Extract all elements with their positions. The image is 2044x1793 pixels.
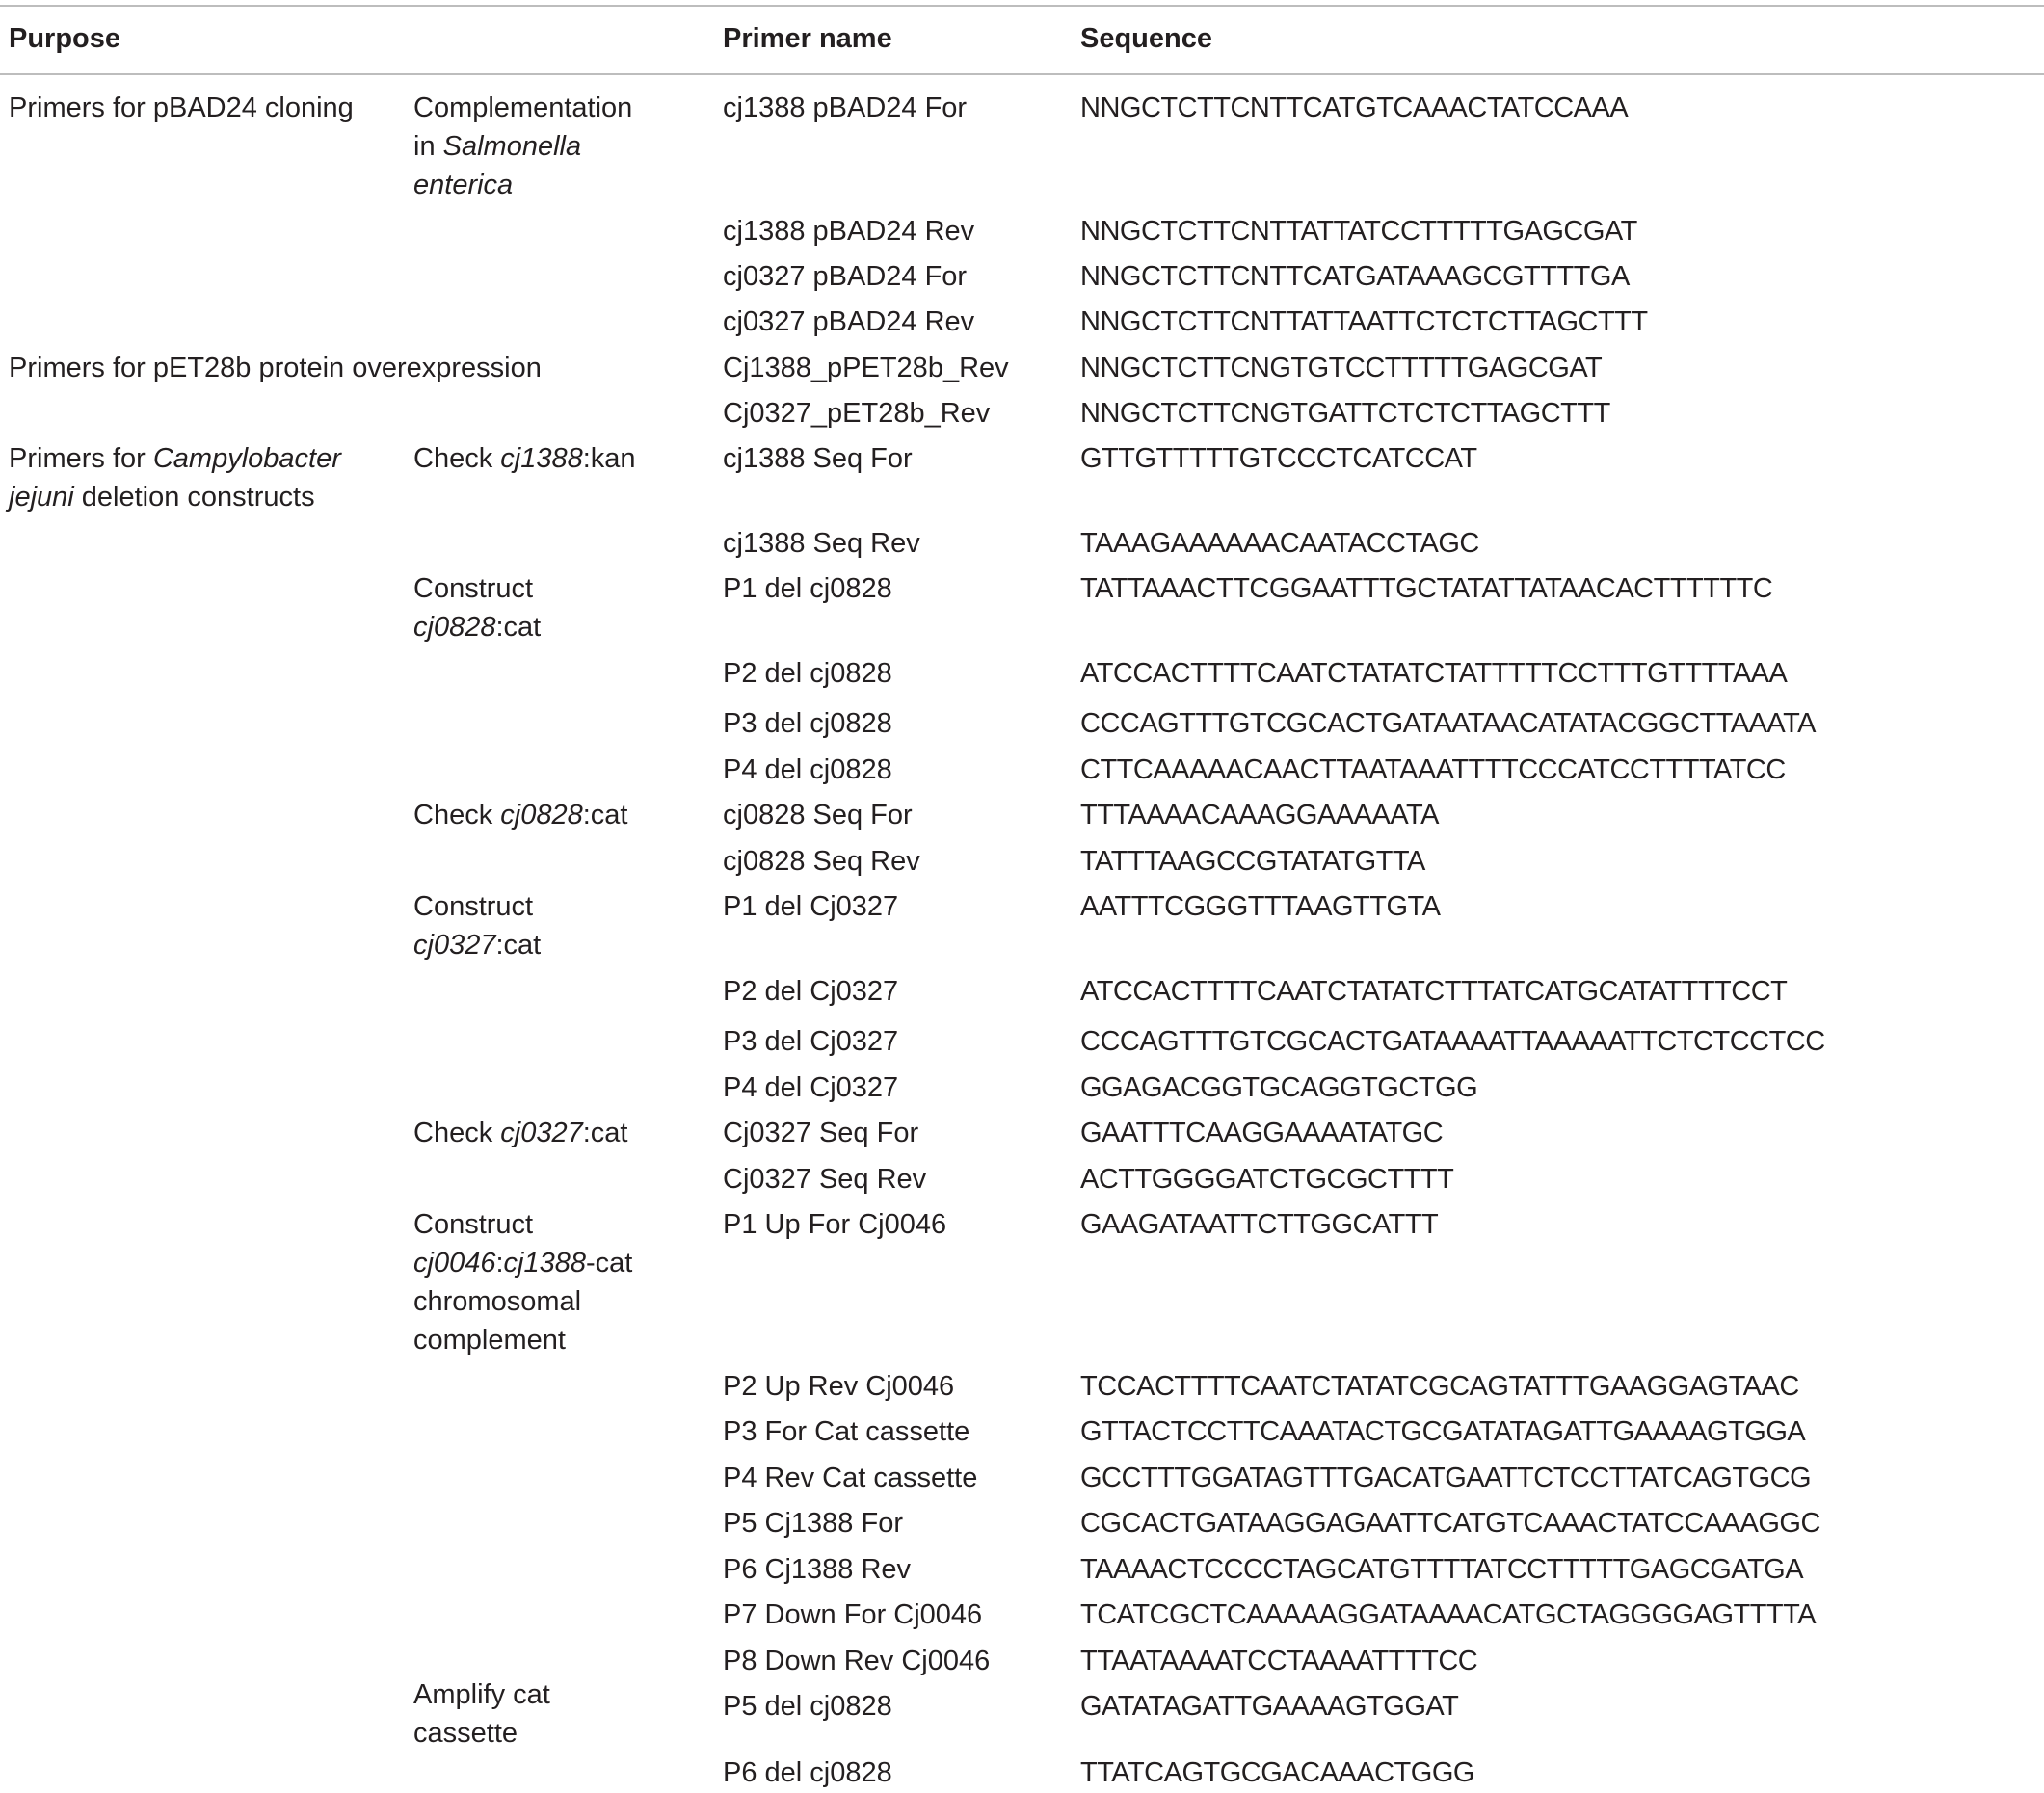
primer-name: P6 del cj0828 — [723, 1757, 892, 1788]
primer-name: P8 Down Rev Cj0046 — [723, 1646, 991, 1676]
header-primer-name: Primer name — [723, 23, 892, 54]
primer-name: P1 del Cj0327 — [723, 891, 899, 922]
primer-name: P3 For Cat cassette — [723, 1416, 970, 1447]
subpurpose-complementation-line1: Complementation — [413, 92, 633, 123]
primer-name: P3 del Cj0327 — [723, 1026, 899, 1057]
subpurpose-amplify-cat-line1: Amplify cat — [413, 1679, 550, 1710]
purpose-pbad24: Primers for pBAD24 cloning — [9, 92, 354, 123]
primer-sequence: TTTAAAACAAAGGAAAAATA — [1080, 800, 1439, 831]
primer-sequence: TAAAGAAAAAACAATACCTAGC — [1080, 528, 1479, 559]
primer-name: cj0828 Seq Rev — [723, 846, 920, 877]
subpurpose-check-cj1388: Check cj1388:kan — [413, 443, 636, 474]
table-top-rule — [0, 5, 2044, 7]
primer-name: Cj0327 Seq Rev — [723, 1164, 927, 1195]
primer-name: P2 Up Rev Cj0046 — [723, 1371, 955, 1402]
primer-sequence: TTAATAAAATCCTAAAATTTTCC — [1080, 1646, 1478, 1676]
subpurpose-construct-cj0327-line1: Construct — [413, 891, 534, 922]
subpurpose-construct-cj0327-line2: cj0327:cat — [413, 930, 542, 961]
primer-name: P2 del cj0828 — [723, 658, 892, 689]
primer-name: cj1388 Seq Rev — [723, 528, 920, 559]
primer-sequence: CCCAGTTTGTCGCACTGATAATAACATATACGGCTTAAATA — [1080, 708, 1817, 739]
header-purpose: Purpose — [9, 23, 121, 54]
purpose-pet28b: Primers for pET28b protein overexpression — [9, 353, 542, 383]
primer-sequence: GGAGACGGTGCAGGTGCTGG — [1080, 1072, 1478, 1103]
primer-name: cj1388 Seq For — [723, 443, 913, 474]
primer-name: P6 Cj1388 Rev — [723, 1554, 912, 1585]
primer-name: cj0828 Seq For — [723, 800, 913, 831]
primer-sequence: TATTTAAGCCGTATATGTTA — [1080, 846, 1425, 877]
subpurpose-construct-cj0046-line2: cj0046:cj1388-cat — [413, 1248, 633, 1279]
primer-name: cj1388 pBAD24 For — [723, 92, 968, 123]
header-rule — [0, 73, 2044, 75]
primer-sequence: TCATCGCTCAAAAAGGATAAAACATGCTAGGGGAGTTTTA — [1080, 1599, 1817, 1630]
primer-name: P5 del cj0828 — [723, 1691, 892, 1722]
primer-sequence: AATTTCGGGTTTAAGTTGTA — [1080, 891, 1441, 922]
primer-sequence: NNGCTCTTCNGTGATTCTCTCTTAGCTTT — [1080, 398, 1610, 429]
primer-name: Cj0327_pET28b_Rev — [723, 398, 991, 429]
primer-sequence: NNGCTCTTCNTTCATGTCAAACTATCCAAA — [1080, 92, 1629, 123]
primer-name: cj1388 pBAD24 Rev — [723, 216, 975, 247]
primer-name: P4 del Cj0327 — [723, 1072, 899, 1103]
primer-name: P1 Up For Cj0046 — [723, 1209, 947, 1240]
header-sequence: Sequence — [1080, 23, 1212, 54]
primer-sequence: TTATCAGTGCGACAAACTGGG — [1080, 1757, 1474, 1788]
primer-name: P3 del cj0828 — [723, 708, 892, 739]
primer-name: P5 Cj1388 For — [723, 1508, 903, 1539]
primer-name: Cj1388_pPET28b_Rev — [723, 353, 1009, 383]
primer-sequence: NNGCTCTTCNGTGTCCTTTTTGAGCGAT — [1080, 353, 1603, 383]
primer-name: P7 Down For Cj0046 — [723, 1599, 983, 1630]
primer-sequence: NNGCTCTTCNTTATTAATTCTCTCTTAGCTTT — [1080, 306, 1648, 337]
purpose-campylobacter-line1: Primers for Campylobacter — [9, 443, 341, 474]
primer-name: cj0327 pBAD24 For — [723, 261, 968, 292]
primer-name: P4 Rev Cat cassette — [723, 1463, 978, 1493]
primer-sequence: TATTAAACTTCGGAATTTGCTATATTATAACACTTTTTTC — [1080, 573, 1773, 604]
primer-sequence: CCCAGTTTGTCGCACTGATAAAATTAAAAATTCTCTCCTCC — [1080, 1026, 1825, 1057]
primer-sequence: CTTCAAAAACAACTTAATAAATTTTCCCATCCTTTTATCC — [1080, 754, 1786, 785]
primer-sequence: NNGCTCTTCNTTATTATCCTTTTTGAGCGAT — [1080, 216, 1637, 247]
subpurpose-amplify-cat-line2: cassette — [413, 1718, 518, 1749]
subpurpose-construct-cj0828-line1: Construct — [413, 573, 534, 604]
primer-sequence: ATCCACTTTTCAATCTATATCTATTTTTCCTTTGTTTTAAA — [1080, 658, 1788, 689]
primer-sequence: GAATTTCAAGGAAAATATGC — [1080, 1118, 1444, 1148]
primer-sequence: GTTACTCCTTCAAATACTGCGATATAGATTGAAAAGTGGA — [1080, 1416, 1806, 1447]
subpurpose-construct-cj0828-line2: cj0828:cat — [413, 612, 542, 643]
primer-sequence: ACTTGGGGATCTGCGCTTTT — [1080, 1164, 1454, 1195]
primer-name: P1 del cj0828 — [723, 573, 892, 604]
primer-sequence: TCCACTTTTCAATCTATATCGCAGTATTTGAAGGAGTAAC — [1080, 1371, 1799, 1402]
primer-sequence: GAAGATAATTCTTGGCATTT — [1080, 1209, 1439, 1240]
primer-sequence: TAAAACTCCCCTAGCATGTTTTATCCTTTTTGAGCGATGA — [1080, 1554, 1804, 1585]
purpose-campylobacter-line2: jejuni deletion constructs — [9, 482, 315, 513]
primer-name: Cj0327 Seq For — [723, 1118, 919, 1148]
primer-name: P4 del cj0828 — [723, 754, 892, 785]
primer-sequence: CGCACTGATAAGGAGAATTCATGTCAAACTATCCAAAGGC — [1080, 1508, 1820, 1539]
primer-sequence: GCCTTTGGATAGTTTGACATGAATTCTCCTTATCAGTGCG — [1080, 1463, 1812, 1493]
primer-sequence: ATCCACTTTTCAATCTATATCTTTATCATGCATATTTTCCT — [1080, 976, 1788, 1007]
primer-name: P2 del Cj0327 — [723, 976, 899, 1007]
subpurpose-construct-cj0046-line3: chromosomal — [413, 1286, 582, 1317]
subpurpose-check-cj0327: Check cj0327:cat — [413, 1118, 628, 1148]
subpurpose-construct-cj0046-line1: Construct — [413, 1209, 534, 1240]
primer-sequence: NNGCTCTTCNTTCATGATAAAGCGTTTTGA — [1080, 261, 1630, 292]
subpurpose-check-cj0828: Check cj0828:cat — [413, 800, 628, 831]
subpurpose-complementation-line2: in Salmonella — [413, 131, 582, 162]
subpurpose-construct-cj0046-line4: complement — [413, 1325, 566, 1356]
primer-sequence: GATATAGATTGAAAAGTGGAT — [1080, 1691, 1459, 1722]
subpurpose-complementation-line3: enterica — [413, 170, 514, 200]
primer-name: cj0327 pBAD24 Rev — [723, 306, 975, 337]
primer-sequence: GTTGTTTTTGTCCCTCATCCAT — [1080, 443, 1477, 474]
